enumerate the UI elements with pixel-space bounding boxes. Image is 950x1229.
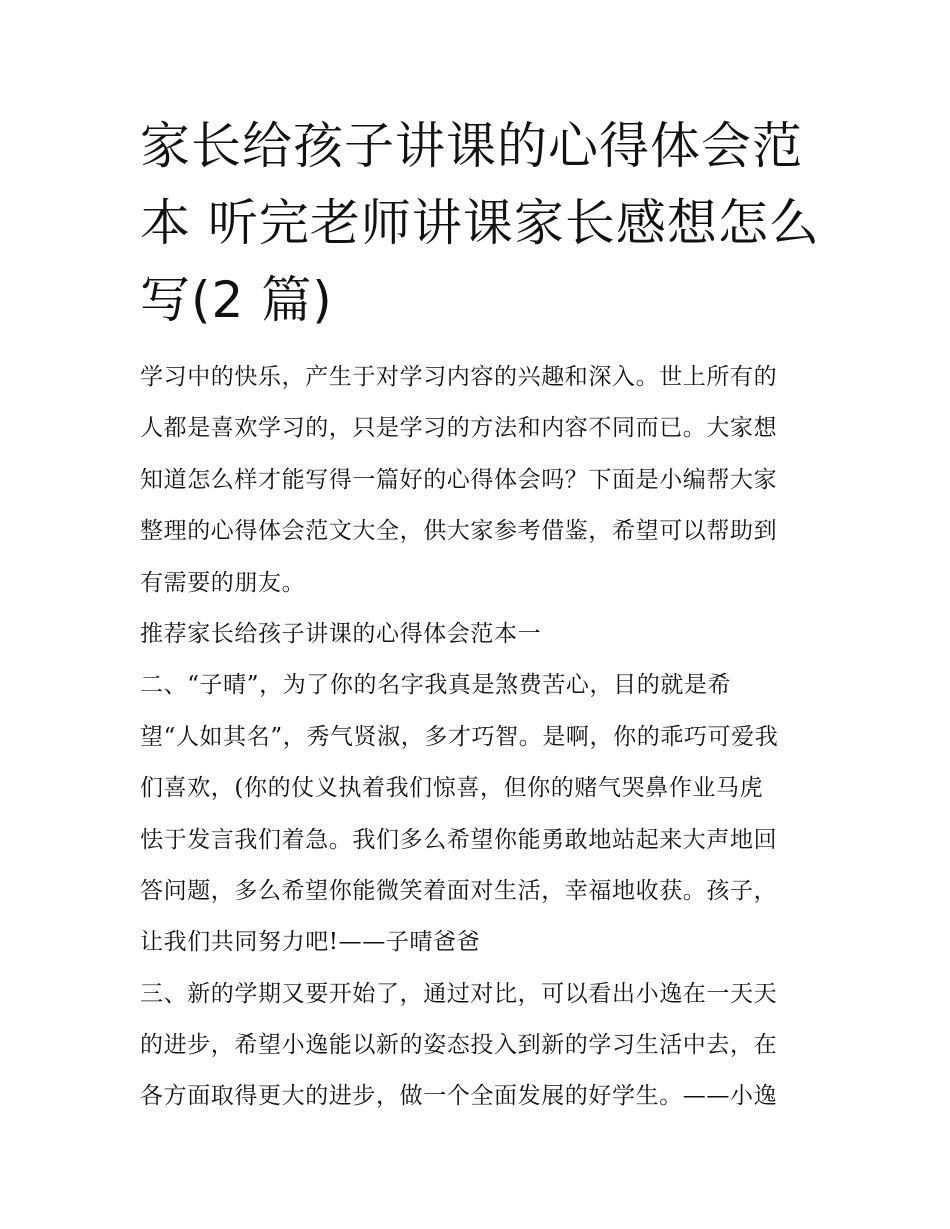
title-line: 家长给孩子讲课的心得体会范 xyxy=(140,117,803,175)
text-line: 人都是喜欢学习的，只是学习的方法和内容不同而已。大家想 xyxy=(140,415,778,442)
paragraph-two xyxy=(140,660,820,968)
section-heading xyxy=(140,609,820,660)
text-line: 三、新的学期又要开始了，通过对比，可以看出小逸在一天天 xyxy=(140,980,778,1007)
title-line: 本 听完老师讲课家长感想怎么 xyxy=(140,194,820,252)
text-line: 怯于发言我们着急。我们多么希望你能勇敢地站起来大声地回 xyxy=(140,826,778,853)
text-line: 推荐家长给孩子讲课的心得体会范本一 xyxy=(140,620,542,647)
title-line: 写(2 篇) xyxy=(140,271,333,329)
text-line: 整理的心得体会范文大全，供大家参考借鉴，希望可以帮助到 xyxy=(140,518,778,545)
text-line: 们喜欢，(你的仗义执着我们惊喜，但你的赌气哭鼻作业马虎 xyxy=(140,775,764,802)
text-line: 答问题，多么希望你能微笑着面对生活，幸福地收获。孩子， xyxy=(140,877,778,904)
text-line: 知道怎么样才能写得一篇好的心得体会吗？下面是小编帮大家 xyxy=(140,466,778,493)
text-line: 二、“子晴”，为了你的名字我真是煞费苦心，目的就是希 xyxy=(140,672,732,699)
text-line: 学习中的快乐，产生于对学习内容的兴趣和深入。世上所有的 xyxy=(140,364,778,390)
text-line: 望“人如其名”，秀气贤淑，多才巧智。是啊，你的乖巧可爱我 xyxy=(140,723,779,750)
paragraph-three xyxy=(140,969,820,1123)
document-title xyxy=(140,108,820,339)
document-body xyxy=(140,352,820,1123)
intro-paragraph xyxy=(140,352,820,609)
text-line: 的进步，希望小逸能以新的姿态投入到新的学习生活中去，在 xyxy=(140,1032,778,1059)
text-line: 各方面取得更大的进步，做一个全面发展的好学生。——小逸 xyxy=(140,1083,778,1110)
text-line: 让我们共同努力吧!——子晴爸爸 xyxy=(140,929,481,956)
text-line: 有需要的朋友。 xyxy=(140,569,306,596)
